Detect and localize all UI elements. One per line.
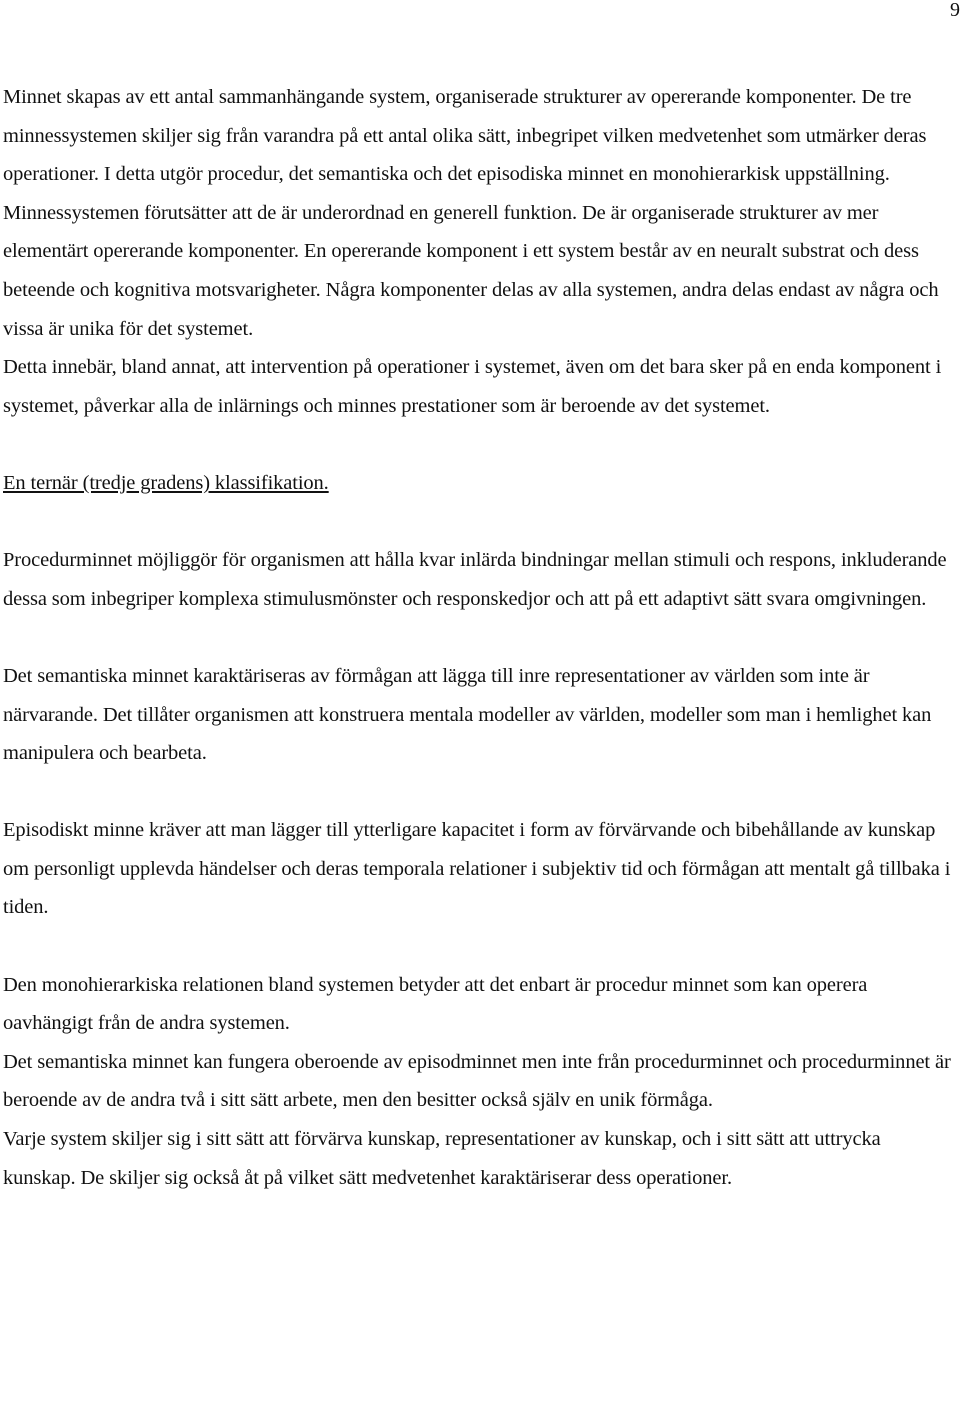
paragraph-systems: Minnessystemen förutsätter att de är underordnad en generell funktion. De är organiserade strukturer av mer elementärt opererande komponenter. En opererande komponent i ett system består av en neuralt substrat och dess beteende och kognitiva motsvarigheter. Några komponenter delas av alla systemen, andra delas endast av några och vissa är unika för det systemet. <box>3 201 939 340</box>
paragraph-semantic: Det semantiska minnet karaktäriseras av förmågan att lägga till inre representationer av världen som inte är närvarande. Det tillåter organismen att konstruera mentala modeller av världen, modeller som man i hemlighet kan manipulera och bearbeta. <box>3 664 932 765</box>
paragraph-semantic-independence: Det semantiska minnet kan fungera oberoende av episodminnet men inte från procedurminnet och procedurminnet är beroende av de andra två i sitt sätt arbete, men den besitter också själv en unik förmåga. <box>3 1050 951 1112</box>
paragraph-intervention: Detta innebär, bland annat, att intervention på operationer i systemet, även om det bara sker på en enda komponent i systemet, påverkar alla de inlärnings och minnes prestationer som är beroende av det systemet. <box>3 356 942 417</box>
paragraph-intro: Minnet skapas av ett antal sammanhängande system, organiserade strukturer av opererande komponenter. De tre minnessystemen skiljer sig från varandra på ett antal olika sätt, inbegripet vilken medvetenhet som utmärker deras operationer. I detta utgör procedur, det semantiska och det episodiska minnet en monohierarkisk uppställning. <box>3 86 927 186</box>
document-body <box>3 78 955 1197</box>
paragraph-system-differences: Varje system skiljer sig i sitt sätt att förvärva kunskap, representationer av kunskap, och i sitt sätt att uttrycka kunskap. De skiljer sig också åt på vilket sätt medvetenhet karaktäriserar dess operationer. <box>3 1128 881 1189</box>
paragraph-episodic: Episodiskt minne kräver att man lägger till ytterligare kapacitet i form av förvärvande och bibehållande av kunskap om personligt upplevda händelser och deras temporala relationer i subjektiv tid och förmågan att mentalt gå tillbaka i tiden. <box>3 819 951 919</box>
section-heading: En ternär (tredje gradens) klassifikation. <box>3 471 329 494</box>
paragraph-procedural: Procedurminnet möjliggör för organismen att hålla kvar inlärda bindningar mellan stimuli och respons, inkluderande dessa som inbegriper komplexa stimulusmönster och responskedjor och att på ett adaptivt sätt svara omgivningen. <box>3 549 947 610</box>
paragraph-monohierarchic: Den monohierarkiska relationen bland systemen betyder att det enbart är procedur minnet som kan operera oavhängigt från de andra systemen. <box>3 973 868 1035</box>
page-number: 9 <box>950 0 960 21</box>
